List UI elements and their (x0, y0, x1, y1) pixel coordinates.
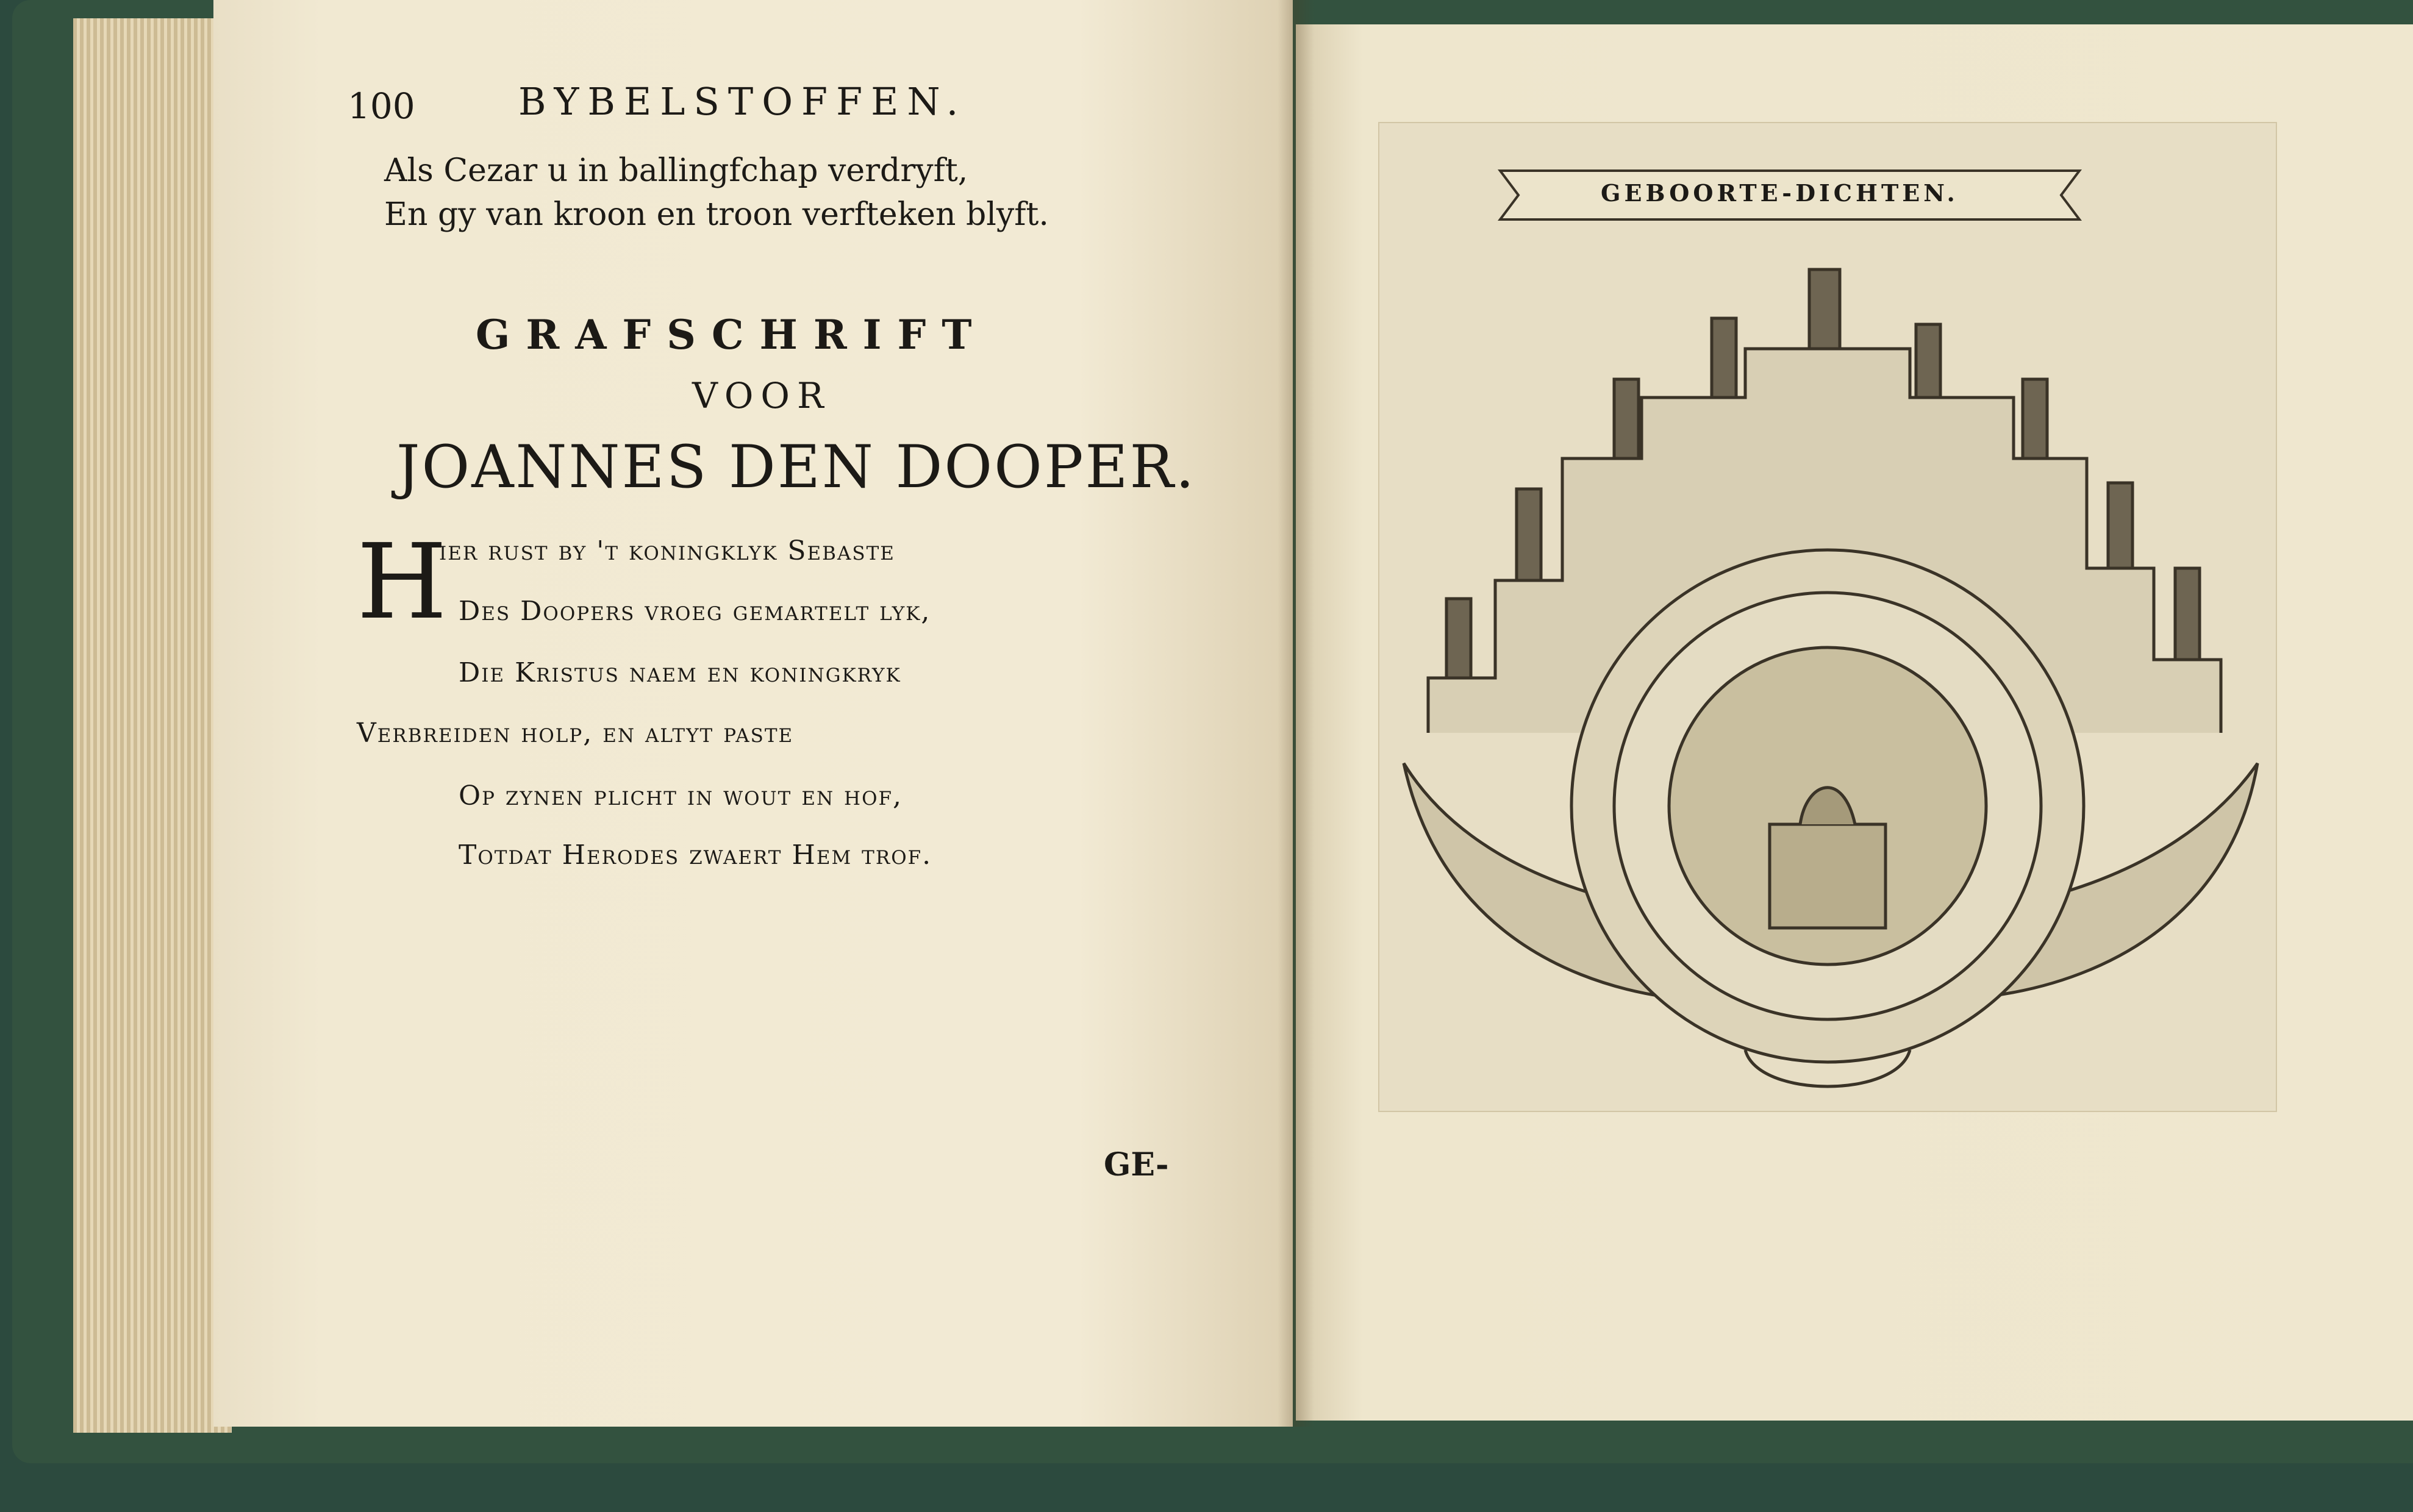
drop-cap: H (357, 522, 448, 643)
verse-line-1: ier rust by 't koningklyk Sebaste (439, 535, 895, 566)
verse-line-3: Die Kristus naem en koningkryk (459, 657, 901, 688)
engraving-plate (1378, 122, 2277, 1112)
intro-line-2: En gy van kroon en troon verfteken blyft. (384, 196, 1049, 233)
book-gutter (1278, 0, 1314, 1427)
engraving-banner-text: GEBOORTE-DICHTEN. (1601, 179, 1959, 207)
running-title: BYBELSTOFFEN. (518, 79, 967, 124)
page-number: 100 (348, 85, 415, 127)
intro-line-1: Als Cezar u in ballingfchap verdryft, (384, 152, 968, 189)
section-heading-sub: VOOR (692, 375, 831, 416)
section-heading-name: JOANNES DEN DOOPER. (396, 433, 1196, 501)
section-heading: GRAFSCHRIFT (476, 311, 988, 358)
verse-line-2: Des Doopers vroeg gemartelt lyk, (459, 596, 931, 627)
verse-line-5: Op zynen plicht in wout en hof, (459, 780, 903, 811)
verse-line-6: Totdat Herodes zwaert Hem trof. (459, 840, 932, 871)
page-edges (73, 18, 232, 1433)
engraving-illustration (1379, 123, 2276, 1111)
catchword: GE- (1104, 1146, 1169, 1183)
verse-line-4: Verbreiden holp, en altyt paste (357, 718, 794, 749)
